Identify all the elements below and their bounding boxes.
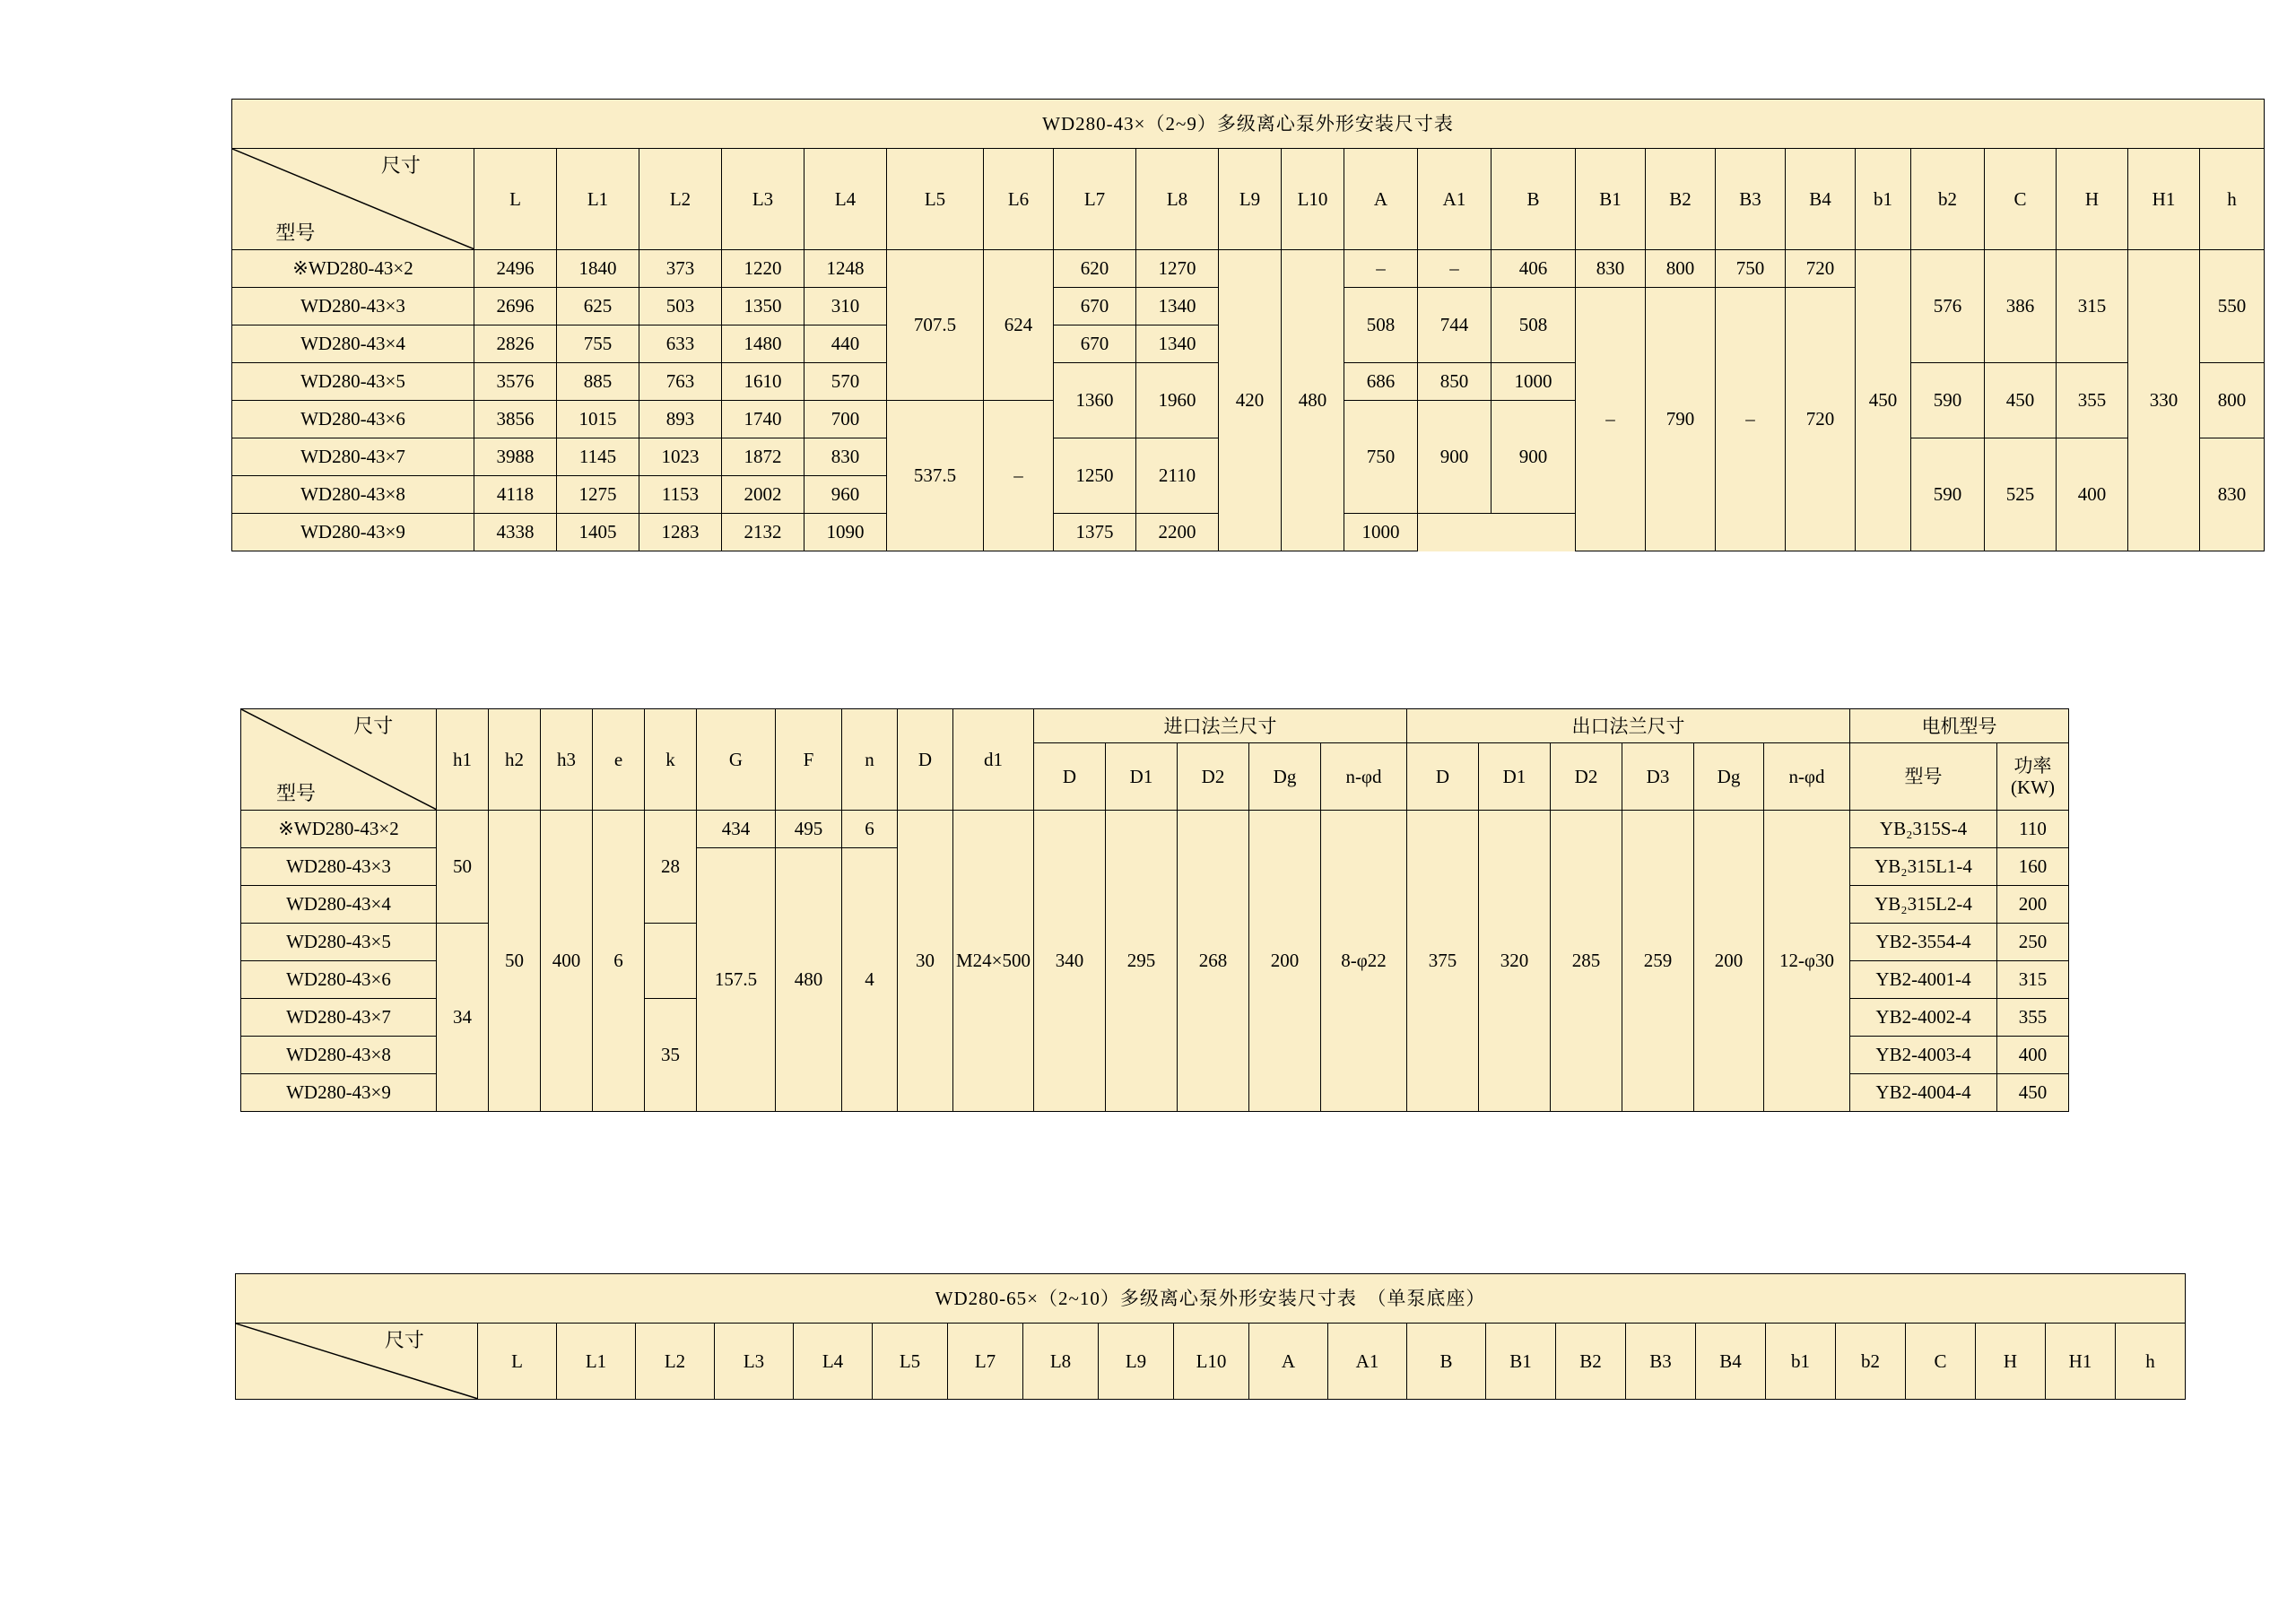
cell-B3-rest: –: [1716, 288, 1786, 551]
cell-outlet-D1: 320: [1479, 811, 1551, 1112]
cell-L: 3988: [474, 438, 557, 476]
cell-L4: 1248: [804, 250, 887, 288]
cell-L2: 1023: [639, 438, 722, 476]
cell-motor-power: 315: [1997, 961, 2069, 999]
group-header-outlet-flange: 出口法兰尺寸: [1407, 709, 1850, 743]
col-header-b2: b2: [1836, 1324, 1906, 1400]
motor-power-line1: 功率: [2013, 754, 2052, 777]
cell-L: 3856: [474, 401, 557, 438]
col-header-F: F: [776, 709, 842, 811]
row-model: WD280-43×8: [241, 1037, 437, 1074]
row-model: WD280-43×5: [232, 363, 474, 401]
cell-b1-group: 450: [1856, 250, 1911, 551]
cell-C-group-a: 386: [1985, 250, 2057, 363]
cell-inlet-D2: 268: [1178, 811, 1249, 1112]
col-header-h1: h1: [437, 709, 489, 811]
cell-n-top: 6: [842, 811, 898, 848]
cell-A1: –: [1418, 250, 1492, 288]
col-header-L8: L8: [1136, 149, 1219, 250]
row-model: WD280-43×4: [241, 886, 437, 924]
cell-L1: 1015: [557, 401, 639, 438]
row-model: WD280-43×6: [241, 961, 437, 999]
cell-L4: 440: [804, 325, 887, 363]
cell-L: 3576: [474, 363, 557, 401]
table2-corner-header: [241, 709, 437, 811]
table1-dim-label: 尺寸: [380, 154, 421, 177]
cell-L7: 670: [1054, 288, 1136, 325]
cell-L3: 1872: [722, 438, 804, 476]
cell-motor-power: 355: [1997, 999, 2069, 1037]
cell-motor-model: YB₂315S-4: [1850, 811, 1997, 848]
col-header-outlet-D1: D1: [1479, 743, 1551, 811]
cell-C-group-c: 525: [1985, 438, 2057, 551]
col-header-H1: H1: [2046, 1324, 2116, 1400]
col-header-L9: L9: [1219, 149, 1282, 250]
cell-L3: 1610: [722, 363, 804, 401]
cell-h-group-a: 550: [2200, 250, 2265, 363]
cell-h-group-c: 830: [2200, 438, 2265, 551]
cell-A1: 900: [1418, 401, 1492, 514]
cell-L4: 1090: [804, 514, 887, 551]
cell-B4: 720: [1786, 250, 1856, 288]
col-header-L: L: [478, 1324, 557, 1400]
cell-b2-group-b: 590: [1911, 363, 1985, 438]
col-header-h: h: [2116, 1324, 2186, 1400]
col-header-B4: B4: [1786, 149, 1856, 250]
col-header-B1: B1: [1576, 149, 1646, 250]
cell-e: 6: [593, 811, 645, 1112]
cell-motor-model: YB2-4003-4: [1850, 1037, 1997, 1074]
cell-B1: 830: [1576, 250, 1646, 288]
col-header-outlet-D2: D2: [1551, 743, 1622, 811]
cell-L3: 1740: [722, 401, 804, 438]
col-header-L: L: [474, 149, 557, 250]
row-model: WD280-43×3: [232, 288, 474, 325]
cell-L8: 1340: [1136, 325, 1219, 363]
cell-L3: 2132: [722, 514, 804, 551]
col-header-b2: b2: [1911, 149, 1985, 250]
col-header-L6: L6: [984, 149, 1054, 250]
col-header-b1: b1: [1856, 149, 1911, 250]
cell-outlet-Dg: 200: [1694, 811, 1764, 1112]
col-header-G: G: [697, 709, 776, 811]
cell-L6-group-bottom: –: [984, 401, 1054, 551]
diagonal-divider-icon: [241, 709, 436, 810]
cell-L7: 1360: [1054, 363, 1136, 438]
cell-L7: 620: [1054, 250, 1136, 288]
col-header-L7: L7: [1054, 149, 1136, 250]
cell-G-top: 434: [697, 811, 776, 848]
col-header-B1: B1: [1486, 1324, 1556, 1400]
cell-motor-power: 110: [1997, 811, 2069, 848]
cell-L: 4338: [474, 514, 557, 551]
col-header-L4: L4: [804, 149, 887, 250]
col-header-motor-model: 型号: [1850, 743, 1997, 811]
col-header-outlet-D3: D3: [1622, 743, 1694, 811]
cell-motor-model: YB2-4002-4: [1850, 999, 1997, 1037]
col-header-D: D: [898, 709, 953, 811]
cell-L4: 960: [804, 476, 887, 514]
col-header-L3: L3: [722, 149, 804, 250]
cell-inlet-Dg: 200: [1249, 811, 1321, 1112]
col-header-d1: d1: [953, 709, 1034, 811]
cell-motor-model: YB₂315L1-4: [1850, 848, 1997, 886]
cell-H-group-b: 355: [2057, 363, 2128, 438]
col-header-b1: b1: [1766, 1324, 1836, 1400]
cell-outlet-D: 375: [1407, 811, 1479, 1112]
col-header-n: n: [842, 709, 898, 811]
col-header-L2: L2: [639, 149, 722, 250]
cell-h-group-b: 800: [2200, 363, 2265, 438]
col-header-h3: h3: [541, 709, 593, 811]
table3-title: WD280-65×（2~10）多级离心泵外形安装尺寸表 （单泵底座）: [236, 1274, 2186, 1324]
col-header-L3: L3: [715, 1324, 794, 1400]
group-header-motor: 电机型号: [1850, 709, 2069, 743]
cell-L8: 2110: [1136, 438, 1219, 514]
cell-B: 900: [1492, 401, 1576, 514]
cell-outlet-nd: 12-φ30: [1764, 811, 1850, 1112]
cell-G-bottom: 157.5: [697, 848, 776, 1112]
row-model: ※WD280-43×2: [241, 811, 437, 848]
col-header-k: k: [645, 709, 697, 811]
cell-L3: 2002: [722, 476, 804, 514]
cell-B3: 750: [1716, 250, 1786, 288]
diagonal-divider-icon: [232, 149, 474, 249]
col-header-L9: L9: [1099, 1324, 1174, 1400]
cell-inlet-nd: 8-φ22: [1321, 811, 1407, 1112]
cell-k-top: 28: [645, 811, 697, 924]
cell-L9-group: 420: [1219, 250, 1282, 551]
cell-L4: 310: [804, 288, 887, 325]
cell-L2: 503: [639, 288, 722, 325]
table2-dim-label: 尺寸: [353, 715, 394, 737]
cell-n-bottom: 4: [842, 848, 898, 1112]
table-wd280-65-dimensions: [235, 1273, 2186, 1400]
col-header-L10: L10: [1282, 149, 1344, 250]
col-header-h: h: [2200, 149, 2265, 250]
cell-h1-bottom: 34: [437, 924, 489, 1112]
col-header-inlet-D1: D1: [1106, 743, 1178, 811]
row-model: WD280-43×7: [241, 999, 437, 1037]
diagonal-divider-icon: [236, 1324, 477, 1399]
table-row: [241, 811, 2069, 848]
table1-corner-header: [232, 149, 474, 250]
cell-L2: 373: [639, 250, 722, 288]
cell-L2: 1283: [639, 514, 722, 551]
row-model: WD280-43×6: [232, 401, 474, 438]
cell-b2-group-c: 590: [1911, 438, 1985, 551]
col-header-H: H: [1976, 1324, 2046, 1400]
cell-B: 1000: [1492, 363, 1576, 401]
col-header-A1: A1: [1328, 1324, 1407, 1400]
table2-model-label: 型号: [276, 781, 317, 804]
col-header-A: A: [1344, 149, 1418, 250]
cell-L2: 1153: [639, 476, 722, 514]
cell-L7: 1375: [1054, 514, 1136, 551]
col-header-L10: L10: [1174, 1324, 1249, 1400]
cell-L1: 885: [557, 363, 639, 401]
cell-H-group-a: 315: [2057, 250, 2128, 363]
row-model: WD280-43×4: [232, 325, 474, 363]
cell-h2: 50: [489, 811, 541, 1112]
cell-A1: 744: [1418, 288, 1492, 363]
cell-L1: 625: [557, 288, 639, 325]
cell-L8: 1340: [1136, 288, 1219, 325]
cell-L1: 1275: [557, 476, 639, 514]
col-header-outlet-nd: n-φd: [1764, 743, 1850, 811]
cell-inlet-D1: 295: [1106, 811, 1178, 1112]
table-row: [232, 250, 2265, 288]
cell-motor-power: 250: [1997, 924, 2069, 961]
cell-B1-rest: –: [1576, 288, 1646, 551]
cell-L3: 1350: [722, 288, 804, 325]
table1-model-label: 型号: [275, 221, 316, 244]
table3-corner-header: [236, 1324, 478, 1400]
col-header-h2: h2: [489, 709, 541, 811]
col-header-L5: L5: [887, 149, 984, 250]
cell-B2-rest: 790: [1646, 288, 1716, 551]
cell-L1: 1840: [557, 250, 639, 288]
cell-L1: 1145: [557, 438, 639, 476]
col-header-inlet-D2: D2: [1178, 743, 1249, 811]
col-header-L4: L4: [794, 1324, 873, 1400]
col-header-B2: B2: [1646, 149, 1716, 250]
row-model: WD280-43×9: [241, 1074, 437, 1112]
cell-H-group-c: 400: [2057, 438, 2128, 551]
cell-L2: 633: [639, 325, 722, 363]
col-header-B: B: [1407, 1324, 1486, 1400]
col-header-C: C: [1985, 149, 2057, 250]
col-header-L1: L1: [557, 149, 639, 250]
group-header-inlet-flange: 进口法兰尺寸: [1034, 709, 1407, 743]
row-model: WD280-43×3: [241, 848, 437, 886]
cell-motor-power: 200: [1997, 886, 2069, 924]
cell-A: 686: [1344, 363, 1418, 401]
cell-A: –: [1344, 250, 1418, 288]
cell-b2-group-a: 576: [1911, 250, 1985, 363]
cell-L4: 830: [804, 438, 887, 476]
cell-L5-group-top: 707.5: [887, 250, 984, 401]
cell-L: 2496: [474, 250, 557, 288]
cell-motor-power: 450: [1997, 1074, 2069, 1112]
cell-k-bottom: 35: [645, 999, 697, 1112]
col-header-outlet-Dg: Dg: [1694, 743, 1764, 811]
cell-L2: 893: [639, 401, 722, 438]
cell-L2: 763: [639, 363, 722, 401]
cell-motor-power: 160: [1997, 848, 2069, 886]
cell-F-top: 495: [776, 811, 842, 848]
cell-motor-model: YB₂315L2-4: [1850, 886, 1997, 924]
table-wd280-43-dimensions: [231, 99, 2265, 551]
col-header-B2: B2: [1556, 1324, 1626, 1400]
col-header-L8: L8: [1023, 1324, 1099, 1400]
col-header-e: e: [593, 709, 645, 811]
col-header-H: H: [2057, 149, 2128, 250]
col-header-L2: L2: [636, 1324, 715, 1400]
cell-A1: 850: [1418, 363, 1492, 401]
cell-L6-group-top: 624: [984, 250, 1054, 401]
cell-H1-group: 330: [2128, 250, 2200, 551]
row-model: WD280-43×5: [241, 924, 437, 961]
col-header-inlet-D: D: [1034, 743, 1106, 811]
cell-motor-model: YB2-4004-4: [1850, 1074, 1997, 1112]
cell-L7: 670: [1054, 325, 1136, 363]
cell-h3: 400: [541, 811, 593, 1112]
col-header-inlet-Dg: Dg: [1249, 743, 1321, 811]
col-header-H1: H1: [2128, 149, 2200, 250]
row-model: WD280-43×8: [232, 476, 474, 514]
cell-L8: 1960: [1136, 363, 1219, 438]
cell-L4: 700: [804, 401, 887, 438]
cell-L4: 570: [804, 363, 887, 401]
cell-motor-power: 400: [1997, 1037, 2069, 1074]
cell-B4-rest: 720: [1786, 288, 1856, 551]
col-header-inlet-nd: n-φd: [1321, 743, 1407, 811]
cell-h1-top: 50: [437, 811, 489, 924]
col-header-outlet-D: D: [1407, 743, 1479, 811]
cell-F-bottom: 480: [776, 848, 842, 1112]
cell-L5-group-bottom: 537.5: [887, 401, 984, 551]
table-flange-and-motor: [240, 708, 2069, 1112]
cell-L8: 1270: [1136, 250, 1219, 288]
cell-B2: 800: [1646, 250, 1716, 288]
cell-motor-model: YB2-3554-4: [1850, 924, 1997, 961]
cell-outlet-D3: 259: [1622, 811, 1694, 1112]
cell-L: 2696: [474, 288, 557, 325]
row-model: ※WD280-43×2: [232, 250, 474, 288]
cell-L1: 1405: [557, 514, 639, 551]
row-model: WD280-43×7: [232, 438, 474, 476]
cell-A: 508: [1344, 288, 1418, 363]
cell-L3: 1220: [722, 250, 804, 288]
cell-B: 508: [1492, 288, 1576, 363]
col-header-motor-power: [1997, 743, 2069, 811]
col-header-A1: A1: [1418, 149, 1492, 250]
table1-title: WD280-43×（2~9）多级离心泵外形安装尺寸表: [232, 100, 2265, 149]
cell-C-group-b: 450: [1985, 363, 2057, 438]
cell-L1: 755: [557, 325, 639, 363]
cell-B: 1000: [1344, 514, 1418, 551]
col-header-L7: L7: [948, 1324, 1023, 1400]
col-header-L1: L1: [557, 1324, 636, 1400]
cell-outlet-D2: 285: [1551, 811, 1622, 1112]
cell-B: 406: [1492, 250, 1576, 288]
cell-L8: 2200: [1136, 514, 1219, 551]
col-header-C: C: [1906, 1324, 1976, 1400]
cell-D: 30: [898, 811, 953, 1112]
col-header-B4: B4: [1696, 1324, 1766, 1400]
motor-power-line2: (KW): [2011, 777, 2055, 799]
col-header-L5: L5: [873, 1324, 948, 1400]
col-header-B: B: [1492, 149, 1576, 250]
cell-L: 2826: [474, 325, 557, 363]
cell-motor-model: YB2-4001-4: [1850, 961, 1997, 999]
col-header-A: A: [1249, 1324, 1328, 1400]
cell-L: 4118: [474, 476, 557, 514]
cell-d1: M24×500: [953, 811, 1034, 1112]
cell-L3: 1480: [722, 325, 804, 363]
cell-L10-group: 480: [1282, 250, 1344, 551]
cell-L7: 1250: [1054, 438, 1136, 514]
cell-inlet-D: 340: [1034, 811, 1106, 1112]
col-header-B3: B3: [1626, 1324, 1696, 1400]
col-header-B3: B3: [1716, 149, 1786, 250]
row-model: WD280-43×9: [232, 514, 474, 551]
cell-A: 750: [1344, 401, 1418, 514]
cell-k-spacer: [645, 924, 697, 999]
table3-dim-label: 尺寸: [384, 1329, 424, 1351]
